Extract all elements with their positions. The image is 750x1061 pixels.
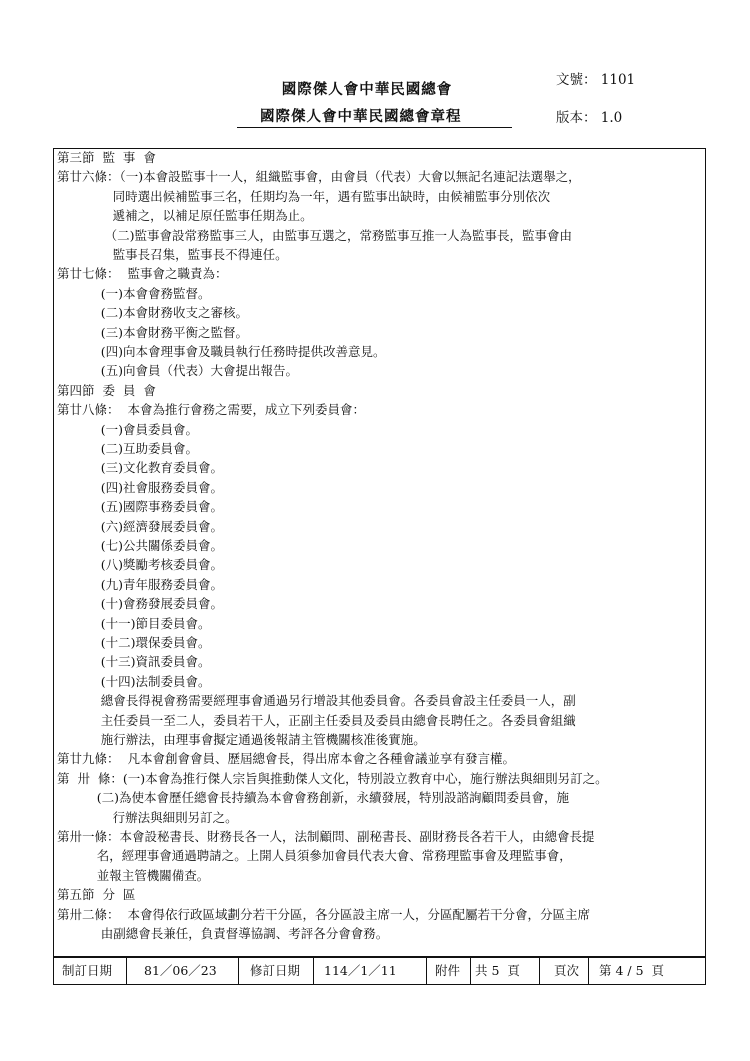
attachment-pages: 共 5 頁: [475, 963, 520, 978]
attachment-label: 附件: [435, 963, 461, 978]
text-line: 由副總會長兼任，負責督導協調、考評各分會會務。: [57, 926, 389, 941]
divider: [313, 958, 314, 984]
text-line: (七)公共關係委員會。: [57, 538, 223, 553]
text-line: (二)本會財務收支之審核。: [57, 305, 248, 321]
text-line: 第廿九條： 凡本會創會會員、歷屆總會長，得出席本會之各種會議並享有發言權。: [57, 751, 515, 767]
text-line: 第三節 監 事 會: [57, 150, 156, 165]
text-line: 名，經理事會通過聘請之。上開人員須參加會員代表大會、常務理監事會及理監事會，: [57, 848, 572, 864]
text-line: （二)監事會設常務監事三人，由監事互選之，常務監事互推一人為監事長，監事會由: [57, 227, 573, 243]
page-number: 第 4 / 5 頁: [599, 963, 664, 978]
text-line: (二)互助委員會。: [57, 441, 198, 456]
text-line: (三)本會財務平衡之監督。: [57, 324, 248, 340]
text-line: 第 卅 條：(一)本會為推行傑人宗旨與推動傑人文化，特別設立教育中心，施行辦法與細則另訂之。: [57, 770, 608, 786]
text-line: (三)文化教育委員會。: [57, 460, 223, 476]
text-line: 第卅二條： 本會得依行政區域劃分若干分區，各分區設主席一人，分區配屬若干分會，分區主席: [57, 906, 590, 922]
text-line: (四)社會服務委員會。: [57, 479, 223, 495]
text-line: 第四節 委 員 會: [57, 382, 156, 398]
text-line: (一)會員委員會。: [57, 421, 198, 437]
text-line: (五)向會員（代表）大會提出報告。: [57, 363, 298, 379]
text-line: 同時選出候補監事三名，任期均為一年，遇有監事出缺時，由候補監事分別依次: [57, 188, 551, 204]
text-line: (四)向本會理事會及職員執行任務時提供改善意見。: [57, 344, 386, 359]
text-line: 第廿七條： 監事會之職責為：: [57, 266, 228, 282]
divider: [426, 958, 427, 984]
text-line: 第廿六條：（一)本會設監事十一人，組織監事會，由會員（代表）大會以無記名連記法選舉之，: [57, 169, 581, 185]
enact-date-value: 81／06／23: [144, 963, 217, 978]
text-line: (十三)資訊委員會。: [57, 654, 211, 670]
text-line: 主任委員一至二人，委員若干人，正副主任委員及委員由總會長聘任之。各委員會組織: [57, 712, 576, 728]
divider: [126, 958, 127, 984]
text-line: 遞補之，以補足原任監事任期為止。: [57, 208, 313, 224]
text-line: (十四)法制委員會。: [57, 673, 211, 689]
text-line: (十一)節目委員會。: [57, 615, 211, 631]
revise-date-value: 114／1／11: [324, 963, 397, 978]
divider: [588, 958, 589, 984]
text-line: (十)會務發展委員會。: [57, 596, 223, 612]
document-title: 國際傑人會中華民國總會章程: [260, 108, 462, 125]
text-line: (十二)環保委員會。: [57, 635, 211, 650]
text-line: (二)為使本會歷任總會長持續為本會會務創新，永續發展，特別設諮詢顧問委員會，施: [57, 790, 569, 806]
text-line: (五)國際事務委員會。: [57, 499, 223, 515]
text-line: (八)獎勵考核委員會。: [57, 557, 223, 573]
text-line: (九)青年服務委員會。: [57, 576, 223, 592]
text-line: 總會長得視會務需要經理事會通過另行增設其他委員會。各委員會設主任委員一人，副: [57, 693, 576, 709]
enact-date-label: 制訂日期: [62, 963, 113, 978]
text-line: 第廿八條： 本會為推行會務之需要，成立下列委員會：: [57, 402, 365, 418]
divider: [539, 958, 540, 984]
divider: [238, 958, 239, 984]
text-line: 施行辦法，由理事會擬定通過後報請主管機關核准後實施。: [57, 732, 426, 747]
footer-table: [53, 957, 706, 985]
document-number: 文號： 1101: [556, 72, 636, 88]
text-line: 第五節 分 區: [57, 887, 136, 903]
text-line: (一)本會會務監督。: [57, 285, 211, 301]
text-line: 監事長召集，監事長不得連任。: [57, 247, 288, 262]
divider: [470, 958, 471, 984]
title-underline: [237, 127, 512, 128]
version-number: 版本： 1.0: [556, 110, 623, 126]
text-line: 行辦法與細則另訂之。: [57, 809, 238, 825]
text-line: 第卅一條：本會設秘書長、財務長各一人，法制顧問、副秘書長、副財務長各若干人，由總會長提: [57, 829, 595, 844]
text-line: 並報主管機關備查。: [57, 867, 210, 883]
page-label: 頁次: [554, 963, 580, 978]
organization-title: 國際傑人會中華民國總會: [281, 81, 453, 98]
text-line: (六)經濟發展委員會。: [57, 518, 223, 534]
revise-date-label: 修訂日期: [250, 963, 301, 978]
